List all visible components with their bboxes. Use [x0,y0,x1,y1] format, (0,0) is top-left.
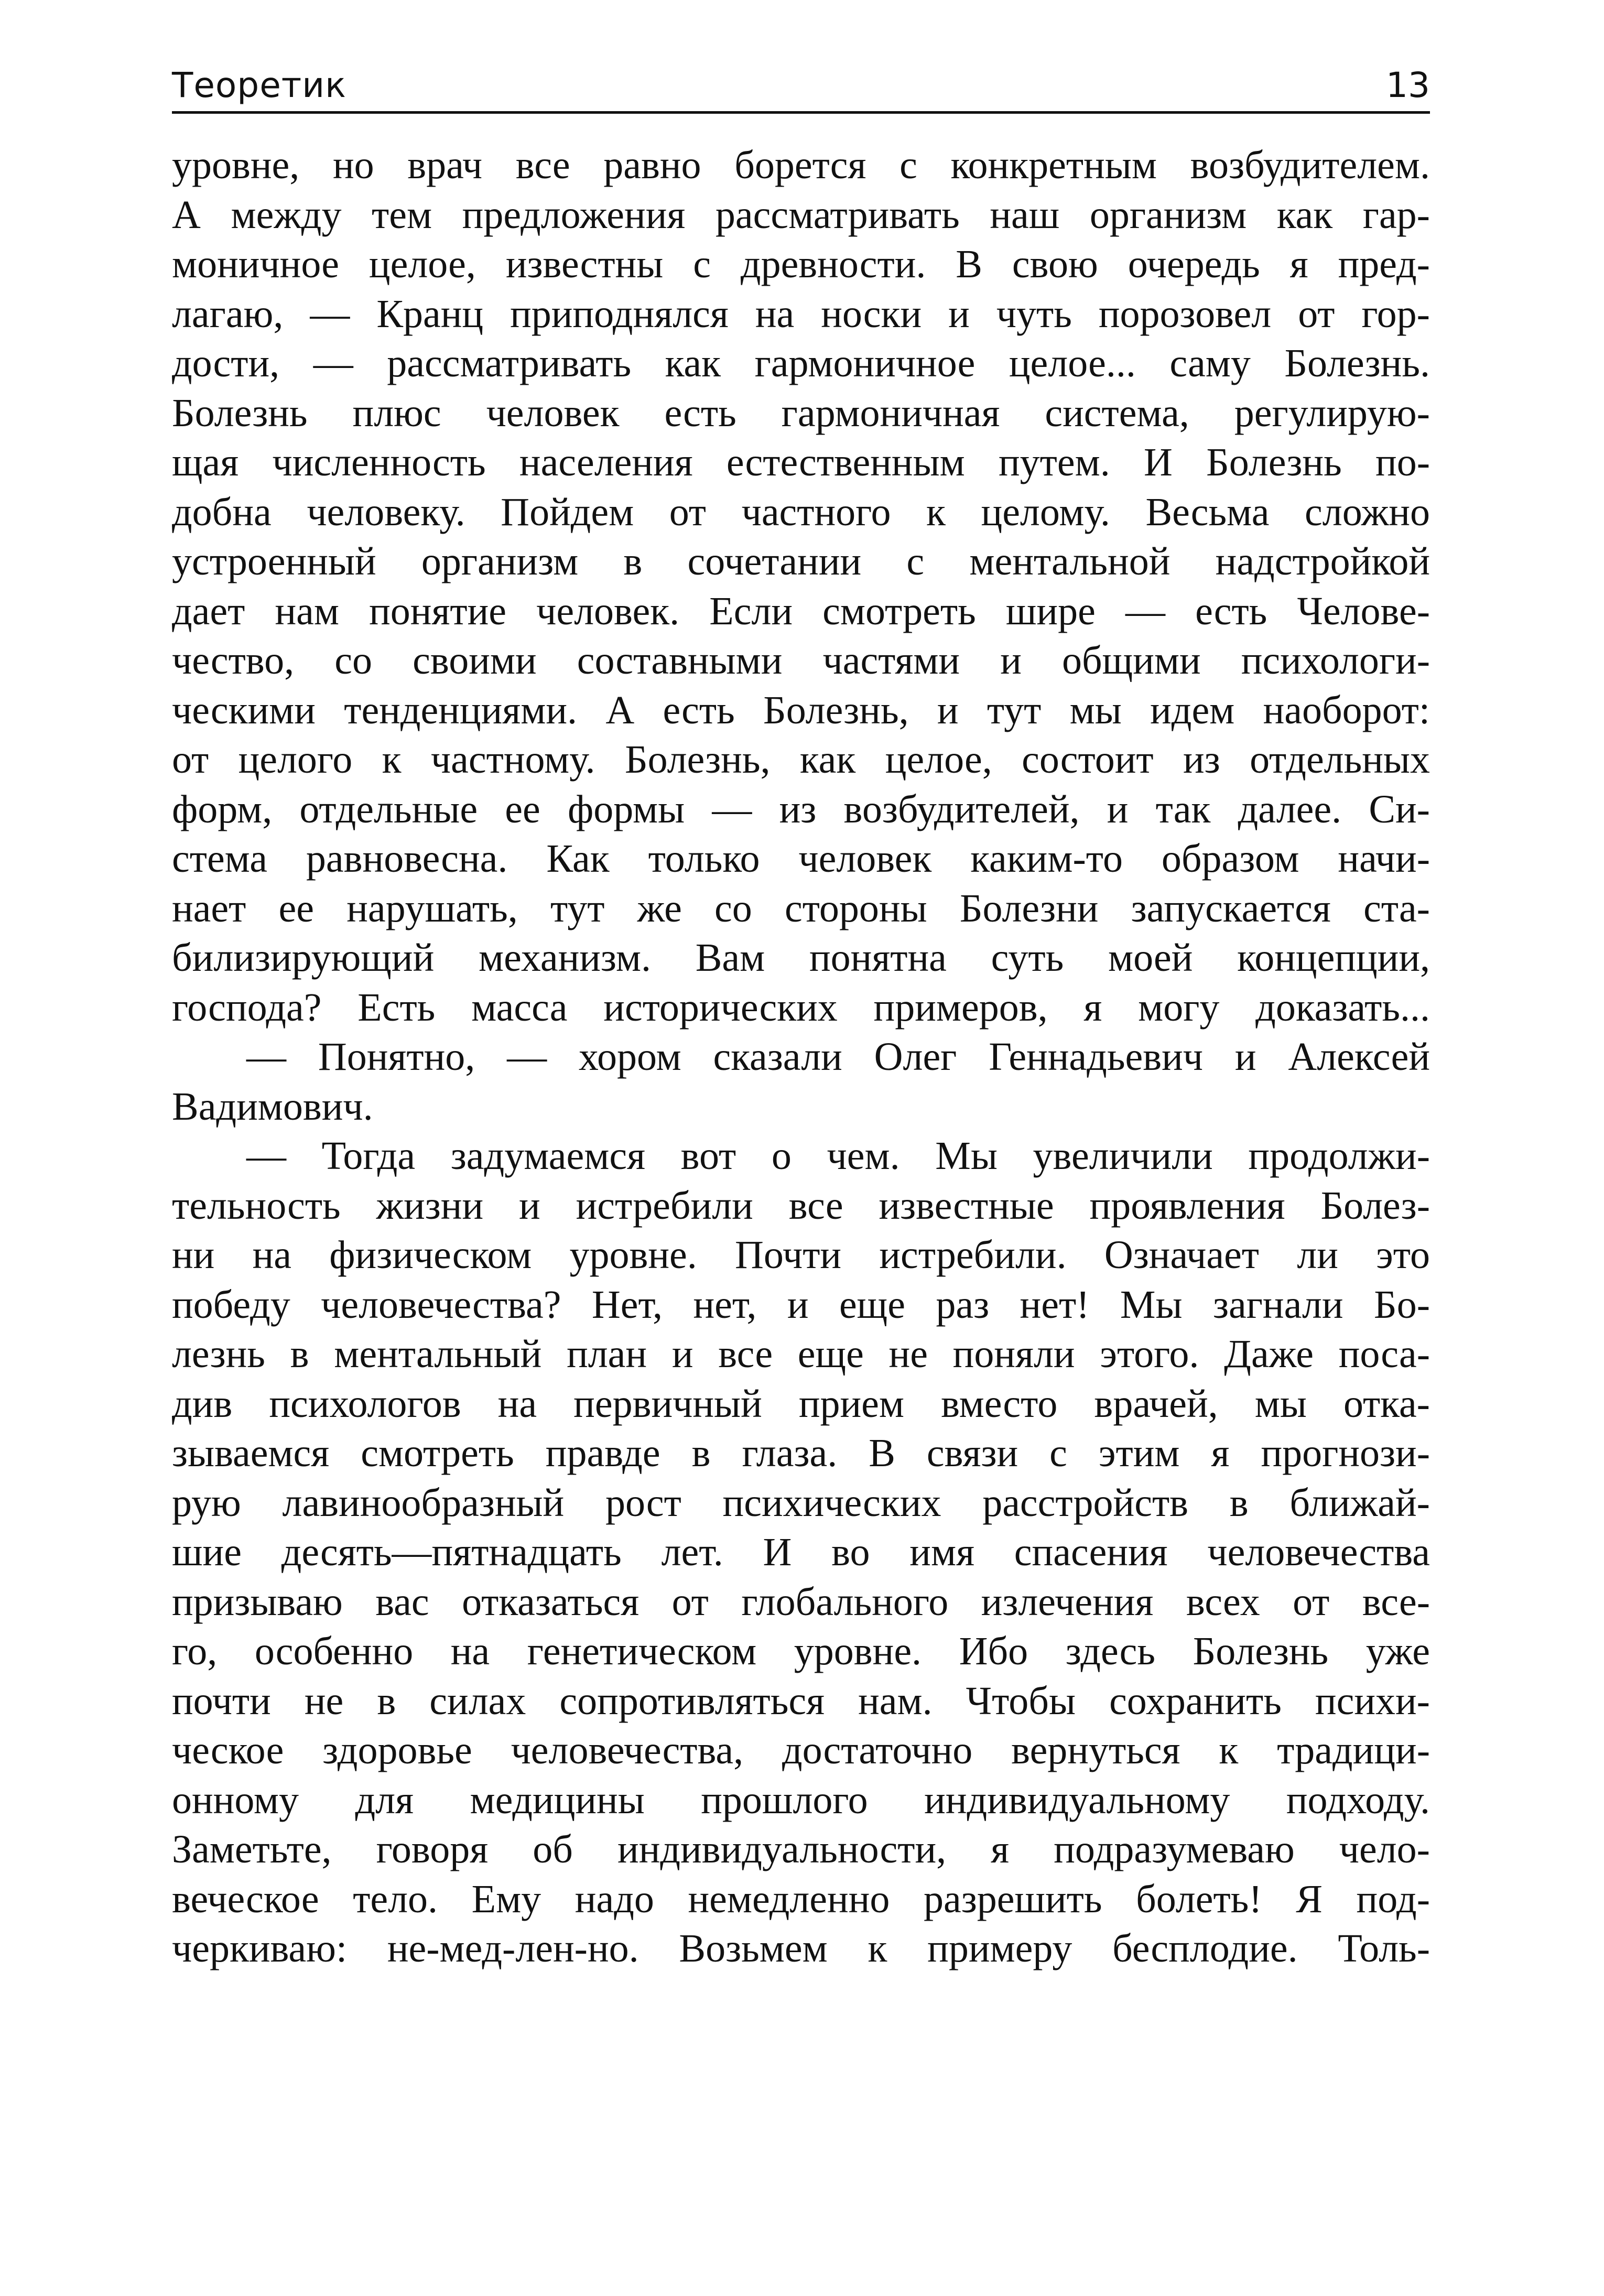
text-line: зываемся смотреть правде в глаза. В связи с этим я прогнози- [172,1431,1430,1475]
text-line: нает ее нарушать, тут же со стороны Болезни запускается ста- [172,886,1430,930]
text-line: почти не в силах сопротивляться нам. Чтобы сохранить психи- [172,1678,1430,1723]
text-line: билизирующий механизм. Вам понятна суть моей концепции, [172,936,1430,980]
text-line: от целого к частному. Болезнь, как целое, состоит из отдельных [172,738,1430,782]
text-line: дает нам понятие человек. Если смотреть шире — есть Челове- [172,589,1430,633]
text-line: победу человечества? Нет, нет, и еще раз нет! Мы загнали Бо- [172,1282,1430,1327]
text-line: онному для медицины прошлого индивидуальному подходу. [172,1778,1430,1822]
text-line: шие десять—пятнадцать лет. И во имя спасения человечества [172,1530,1430,1574]
text-line: — Понятно, — хором сказали Олег Геннадьевич и Алексей [246,1035,1430,1079]
text-line: щая численность населения естественным путем. И Болезнь по- [172,440,1430,484]
text-line: призываю вас отказаться от глобального излечения всех от все- [172,1579,1430,1624]
text-line: го, особенно на генетическом уровне. Ибо здесь Болезнь уже [172,1629,1430,1673]
text-line: моничное целое, известны с древности. В свою очередь я пред- [172,242,1430,286]
text-line: див психологов на первичный прием вместо врачей, мы отка- [172,1381,1430,1426]
text-line: Вадимович. [172,1084,373,1129]
body-text [172,140,1430,1974]
text-line: уровне, но врач все равно борется с конкретным возбудителем. [172,143,1430,187]
text-line: рую лавинообразный рост психических расстройств в ближай- [172,1480,1430,1525]
text-line: форм, отдельные ее формы — из возбудителей, и так далее. Си- [172,787,1430,831]
header-rule [172,111,1430,114]
text-line: — Тогда задумаемся вот о чем. Мы увеличили продолжи- [246,1134,1430,1178]
text-line: устроенный организм в сочетании с ментальной надстройкой [172,539,1430,583]
text-line: добна человеку. Пойдем от частного к целому. Весьма сложно [172,490,1430,534]
text-line: ческими тенденциями. А есть Болезнь, и тут мы идем наоборот: [172,688,1430,732]
page-number: 13 [1386,65,1430,105]
text-line: чество, со своими составными частями и общими психологи- [172,638,1430,683]
text-line: Заметьте, говоря об индивидуальности, я подразумеваю чело- [172,1827,1430,1871]
text-line: лагаю, — Кранц приподнялся на носки и чуть порозовел от гор- [172,291,1430,336]
text-line: ческое здоровье человечества, достаточно вернуться к традици- [172,1728,1430,1772]
text-line: господа? Есть масса исторических примеров, я могу доказать... [172,985,1430,1030]
text-line: черкиваю: не-мед-лен-но. Возьмем к примеру бесплодие. Толь- [172,1926,1430,1970]
text-line: стема равновесна. Как только человек каким-то образом начи- [172,837,1430,881]
text-line: веческое тело. Ему надо немедленно разрешить болеть! Я под- [172,1877,1430,1921]
text-line: дости, — рассматривать как гармоничное целое... саму Болезнь. [172,341,1430,385]
text-line: лезнь в ментальный план и все еще не поняли этого. Даже поса- [172,1332,1430,1376]
text-line: тельность жизни и истребили все известные проявления Болез- [172,1183,1430,1228]
text-line: Болезнь плюс человек есть гармоничная система, регулирую- [172,391,1430,435]
text-line: ни на физическом уровне. Почти истребили. Означает ли это [172,1233,1430,1277]
running-head [172,62,1430,109]
running-head-title: Теоретик [172,65,347,105]
text-line: А между тем предложения рассматривать наш организм как гар- [172,192,1430,237]
